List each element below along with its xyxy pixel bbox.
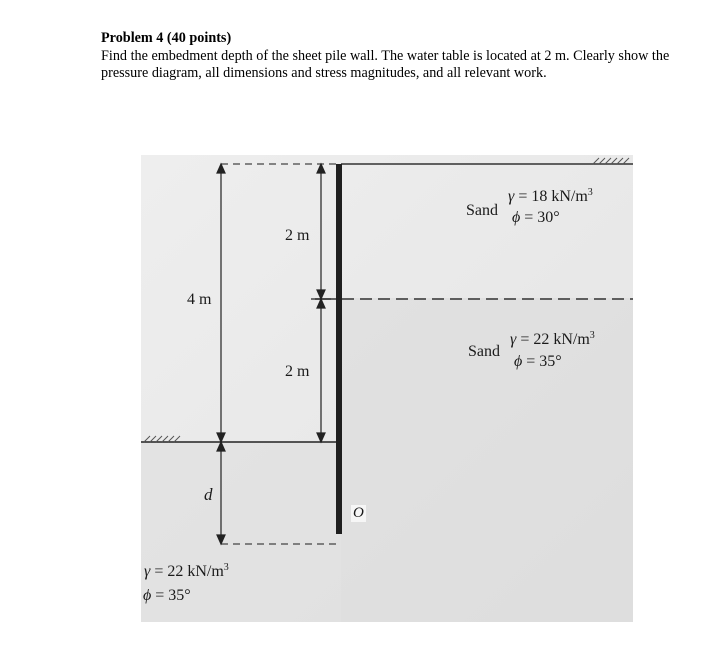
middle-soil-unit-weight: γ = 22 $kN/m^3$ <box>510 330 595 348</box>
middle-soil-friction-angle: ϕ = 35° <box>514 353 562 370</box>
point-o-label: O <box>353 505 364 521</box>
dimension-4m-label: 4 m <box>187 291 212 308</box>
middle-soil-name: Sand <box>468 343 500 360</box>
sheet-pile-wall <box>336 164 342 534</box>
problem-body: Find the embedment depth of the sheet pile wall. The water table is located at 2 m. Clearly show the pressure diagram, all dimensions and stress magnitudes, and all relevant work. <box>101 47 670 81</box>
sheet-pile-figure <box>141 155 633 622</box>
lower-soil-friction-angle: ϕ = 35° <box>143 587 191 604</box>
dimension-d-label: d <box>204 485 213 504</box>
dimension-upper-2m-label: 2 m <box>285 227 310 244</box>
upper-soil-friction-angle: ϕ = 30° <box>512 209 560 226</box>
upper-soil-name: Sand <box>466 202 498 219</box>
problem-title: Problem 4 (40 points) <box>101 30 232 46</box>
problem-statement <box>101 30 691 83</box>
dimension-lower-2m-label: 2 m <box>285 363 310 380</box>
lower-soil-unit-weight: γ = 22 $kN/m^3$ <box>144 562 229 580</box>
upper-soil-unit-weight: γ = 18 $kN/m^3$ <box>508 187 593 205</box>
